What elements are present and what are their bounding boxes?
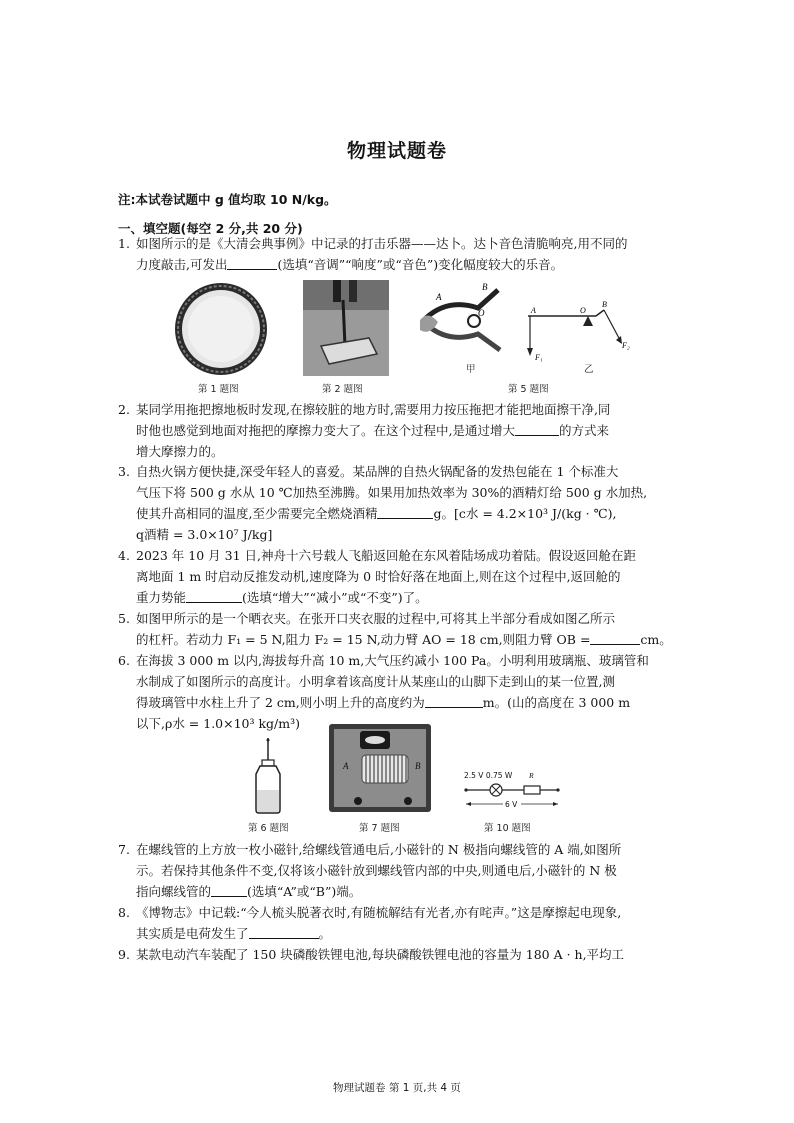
- question-text: 时他也感觉到地面对拖把的摩擦力变大了。在这个过程中,是通过增大: [136, 423, 515, 438]
- coil-label-b: B: [415, 761, 421, 771]
- question-6: [118, 650, 686, 734]
- answer-blank[interactable]: [227, 257, 277, 270]
- solenoid-figure: [328, 723, 432, 813]
- lamp-rating-label: 2.5 V 0.75 W: [464, 771, 513, 780]
- question-number: 6.: [118, 653, 130, 668]
- label-b: B: [602, 300, 607, 309]
- question-9: [118, 944, 686, 965]
- question-number: 2.: [118, 402, 130, 417]
- question-text: 力度敲击,可发出: [136, 257, 228, 272]
- answer-blank[interactable]: [425, 695, 483, 708]
- question-5: [118, 608, 686, 650]
- label-f1: F₁: [535, 353, 543, 362]
- exam-note: 注:本试卷试题中 g 值均取 10 N/kg。: [118, 192, 337, 207]
- question-number: 4.: [118, 548, 130, 563]
- label-f2: F₂: [622, 341, 630, 350]
- question-text: 气压下将 500 g 水从 10 ℃加热至沸腾。如果用加热效率为 30%的酒精灯给 500 g 水加热,: [136, 485, 648, 500]
- question-text: cm。: [640, 632, 672, 647]
- question-text: 增大摩擦力的。: [136, 444, 224, 459]
- question-text: 如图甲所示的是一个晒衣夹。在张开口夹衣服的过程中,可将其上半部分看成如图乙所示: [136, 611, 615, 626]
- question-text: 在海拔 3 000 m 以内,海拔每升高 10 m,大气压约减小 100 Pa。小明利用玻璃瓶、玻璃管和: [136, 653, 649, 668]
- question-text: (选填“增大”“减小”或“不变”)了。: [242, 590, 428, 605]
- coil-label-a: A: [343, 761, 349, 771]
- figure-caption-2: 第 2 题图: [322, 384, 363, 395]
- resistor-label: R: [529, 771, 534, 780]
- question-text: 如图所示的是《大清会典事例》中记录的打击乐器——达卜。达卜音色清脆响亮,用不同的: [136, 236, 628, 251]
- question-number: 7.: [118, 842, 130, 857]
- question-text: 。: [318, 926, 332, 941]
- question-text: 重力势能: [136, 590, 187, 605]
- figure-label-yi: 乙: [584, 364, 594, 375]
- question-text: 以下,ρ水 = 1.0×10³ kg/m³): [136, 716, 301, 731]
- question-text: g。[c水 = 4.2×10³ J/(kg · ℃),: [433, 506, 617, 521]
- question-number: 1.: [118, 236, 130, 251]
- label-a: A: [436, 292, 442, 302]
- answer-blank[interactable]: [211, 884, 247, 897]
- figure-caption-5: 第 5 题图: [508, 384, 549, 395]
- question-text: 指向螺线管的: [136, 884, 212, 899]
- figure-caption-1: 第 1 题图: [198, 384, 239, 395]
- clothespin-figure-jia: [418, 280, 506, 356]
- question-text: 其实质是电荷发生了: [136, 926, 249, 941]
- question-8: [118, 902, 686, 944]
- question-4: [118, 545, 686, 608]
- question-text: 的方式来: [558, 423, 609, 438]
- answer-blank[interactable]: [186, 590, 242, 603]
- mop-figure: [303, 280, 389, 376]
- answer-blank[interactable]: [249, 926, 319, 939]
- question-text: 水制成了如图所示的高度计。小明拿着该高度计从某座山的山脚下走到山的某一位置,测: [136, 674, 615, 689]
- lever-diagram-yi: [518, 296, 638, 362]
- circuit-figure: [462, 766, 562, 814]
- answer-blank[interactable]: [515, 423, 559, 436]
- question-number: 5.: [118, 611, 130, 626]
- label-o: O: [580, 306, 586, 315]
- question-3: [118, 461, 686, 545]
- section-heading-fill-in: 一、填空题(每空 2 分,共 20 分): [118, 221, 303, 236]
- question-text: 使其升高相同的温度,至少需要完全燃烧酒精: [136, 506, 378, 521]
- question-text: 得玻璃管中水柱上升了 2 cm,则小明上升的高度约为: [136, 695, 425, 710]
- voltage-label: 6 V: [505, 800, 518, 809]
- page-footer: 物理试题卷 第 1 页,共 4 页: [333, 1082, 461, 1094]
- question-text: q酒精 = 3.0×10⁷ J/kg]: [136, 527, 273, 542]
- question-number: 3.: [118, 464, 130, 479]
- figure-caption-7: 第 7 题图: [359, 823, 400, 834]
- question-text: (选填“音调”“响度”或“音色”)变化幅度较大的乐音。: [277, 257, 564, 272]
- figure-caption-6: 第 6 题图: [248, 823, 289, 834]
- question-text: (选填“A”或“B”)端。: [247, 884, 362, 899]
- figure-caption-10: 第 10 题图: [484, 823, 531, 834]
- question-text: 离地面 1 m 时启动反推发动机,速度降为 0 时恰好落在地面上,则在这个过程中,返回舱的: [136, 569, 621, 584]
- label-b: B: [482, 282, 488, 292]
- question-text: 某同学用拖把擦地板时发现,在擦较脏的地方时,需要用力按压拖把才能把地面擦干净,同: [136, 402, 611, 417]
- question-7: [118, 839, 686, 902]
- question-2: [118, 399, 686, 462]
- figure-label-jia: 甲: [466, 364, 476, 375]
- question-text: 自热火锅方便快捷,深受年轻人的喜爱。某品牌的自热火锅配备的发热包能在 1 个标准大: [136, 464, 619, 479]
- answer-blank[interactable]: [377, 506, 433, 519]
- question-1: [118, 233, 686, 275]
- question-number: 8.: [118, 905, 130, 920]
- tambourine-figure: [172, 280, 270, 378]
- answer-blank[interactable]: [590, 632, 640, 645]
- question-text: 在螺线管的上方放一枚小磁针,给螺线管通电后,小磁针的 N 极指向螺线管的 A 端,如图所: [136, 842, 622, 857]
- question-text: 2023 年 10 月 31 日,神舟十六号载人飞船返回舱在东风着陆场成功着陆。假设返回舱在距: [136, 548, 636, 563]
- question-text: 的杠杆。若动力 F₁ = 5 N,阻力 F₂ = 15 N,动力臂 AO = 18 cm,则阻力臂 OB =: [136, 632, 591, 647]
- altimeter-bottle-figure: [250, 738, 286, 814]
- label-o: O: [478, 308, 485, 318]
- question-text: 《博物志》中记载:“今人梳头脱著衣时,有随梳解结有光者,亦有咤声。”这是摩擦起电现象,: [136, 905, 622, 920]
- page-title: 物理试题卷: [346, 140, 447, 162]
- question-text: 示。若保持其他条件不变,仅将该小磁针放到螺线管内部的中央,则通电后,小磁针的 N 极: [136, 863, 617, 878]
- label-a: A: [531, 306, 536, 315]
- question-text: 某款电动汽车装配了 150 块磷酸铁锂电池,每块磷酸铁锂电池的容量为 180 A · h,平均工: [136, 947, 625, 962]
- question-text: m。(山的高度在 3 000 m: [482, 695, 631, 710]
- question-number: 9.: [118, 947, 130, 962]
